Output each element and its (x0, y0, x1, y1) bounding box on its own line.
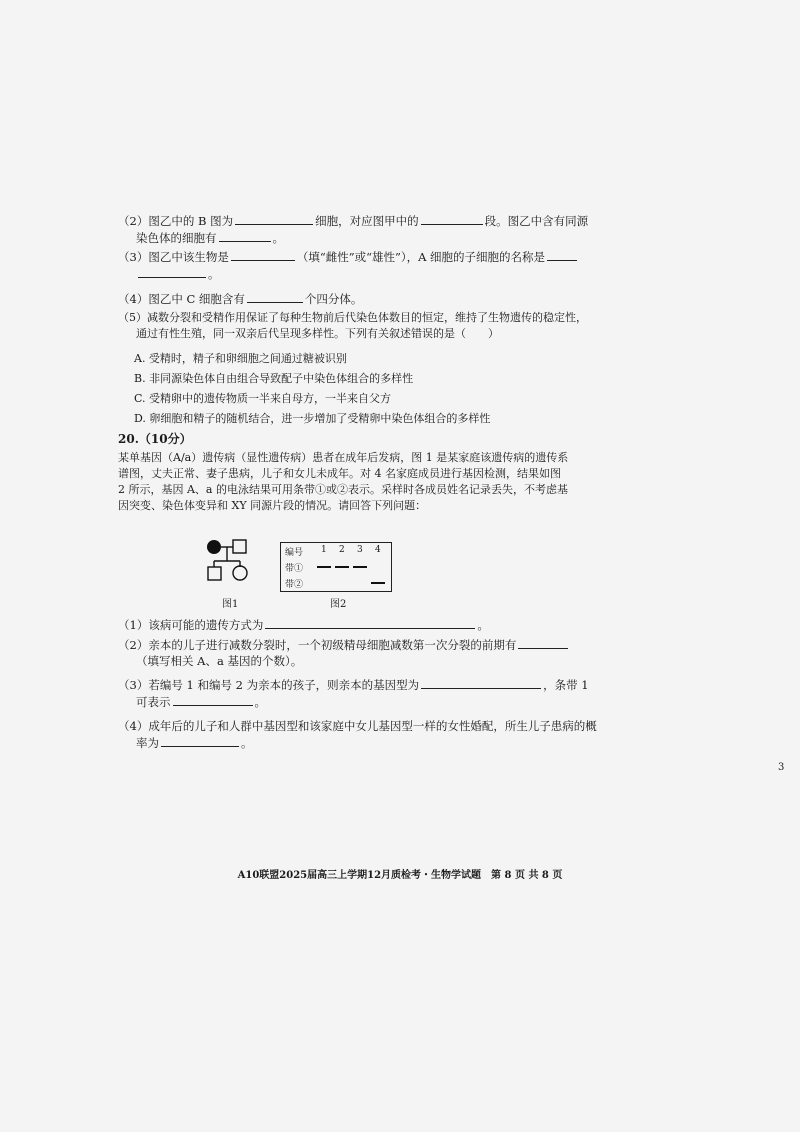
normal-father-symbol (233, 540, 246, 553)
band1-mark (335, 566, 349, 568)
option-b[interactable]: B. 非同源染色体自由组合导致配子中染色体组合的多样性 (134, 372, 414, 385)
answer-blank[interactable] (138, 265, 206, 278)
band1-mark (353, 566, 367, 568)
id-4: 4 (375, 545, 381, 555)
q19-part4: （4）图乙中 C 细胞含有 个四分体。 (118, 292, 363, 306)
band1-mark (317, 566, 331, 568)
page-footer: A10联盟2025届高三上学期12月质检考・生物学试题 第 8 页 共 8 页 (237, 870, 563, 881)
answer-blank[interactable] (265, 616, 475, 629)
affected-mother-symbol (207, 540, 221, 554)
answer-blank[interactable] (547, 248, 577, 261)
pedigree-figure (200, 535, 260, 587)
q19-part3: （3）图乙中该生物是 （填“雌性”或“雄性”），A 细胞的子细胞的名称是 。 (118, 248, 688, 282)
fig2-label: 图2 (330, 599, 347, 610)
band1-label: 带① (285, 564, 304, 574)
fig1-label: 图1 (222, 599, 239, 610)
q20-header: 20.（10分） (118, 432, 192, 446)
q20-intro: 某单基因（A/a）遗传病（显性遗传病）患者在成年后发病，图 1 是某家庭该遗传病的遗传系 谱图，丈夫正常、妻子患病，儿子和女儿未成年。对 4 名家庭成员进行基因检测，结果如图 2 所示，基因 A、a 的电泳结果可用条带①或②表示。采样时各成员姓名记录丢失，不考虑基 因突变、染色体变异和 XY 同源片段的情况。请回答下列问题： (118, 451, 569, 512)
id-2: 2 (339, 545, 345, 555)
q20-sub1: （1）该病可能的遗传方式为 。 (118, 618, 489, 632)
margin-mark: 3 (778, 762, 785, 773)
answer-blank[interactable] (421, 676, 541, 689)
table-header: 编号 (285, 548, 304, 558)
q20-sub2: （2）亲本的儿子进行减数分裂时，一个初级精母细胞减数第一次分裂的前期有 （填写相关 A、a 基因的个数）。 (118, 636, 688, 669)
id-3: 3 (357, 545, 363, 555)
answer-blank[interactable] (219, 229, 271, 242)
band2-label: 带② (285, 580, 304, 590)
option-a[interactable]: A. 受精时，精子和卵细胞之间通过糖被识别 (134, 352, 347, 365)
id-1: 1 (321, 545, 327, 555)
q19-part5: （5）减数分裂和受精作用保证了每种生物前后代染色体数目的恒定，维持了生物遗传的稳定性， 通过有性生殖，同一双亲后代呈现多样性。下列有关叙述错误的是（ ） (118, 311, 587, 340)
answer-blank[interactable] (421, 212, 483, 225)
q19-part2: （2）图乙中的 B 图为 细胞，对应图甲中的 段。图乙中含有同源 染色体的细胞有 。 (118, 214, 589, 245)
son-symbol (208, 567, 221, 580)
answer-blank[interactable] (161, 734, 239, 747)
option-c[interactable]: C. 受精卵中的遗传物质一半来自母方，一半来自父方 (134, 392, 392, 405)
daughter-symbol (233, 566, 247, 580)
answer-blank[interactable] (173, 693, 253, 706)
option-d[interactable]: D. 卵细胞和精子的随机结合，进一步增加了受精卵中染色体组合的多样性 (134, 412, 491, 425)
band2-mark (371, 582, 385, 584)
electrophoresis-table (280, 542, 392, 592)
answer-blank[interactable] (247, 290, 303, 303)
answer-blank[interactable] (231, 248, 295, 261)
answer-blank[interactable] (518, 636, 568, 649)
q20-sub3: （3）若编号 1 和编号 2 为亲本的孩子，则亲本的基因型为 ，条带 1 可表示 。 (118, 678, 589, 709)
answer-blank[interactable] (235, 212, 313, 225)
q20-sub4: （4）成年后的儿子和人群中基因型和该家庭中女儿基因型一样的女性婚配，所生儿子患病的概 率为 。 (118, 719, 597, 750)
